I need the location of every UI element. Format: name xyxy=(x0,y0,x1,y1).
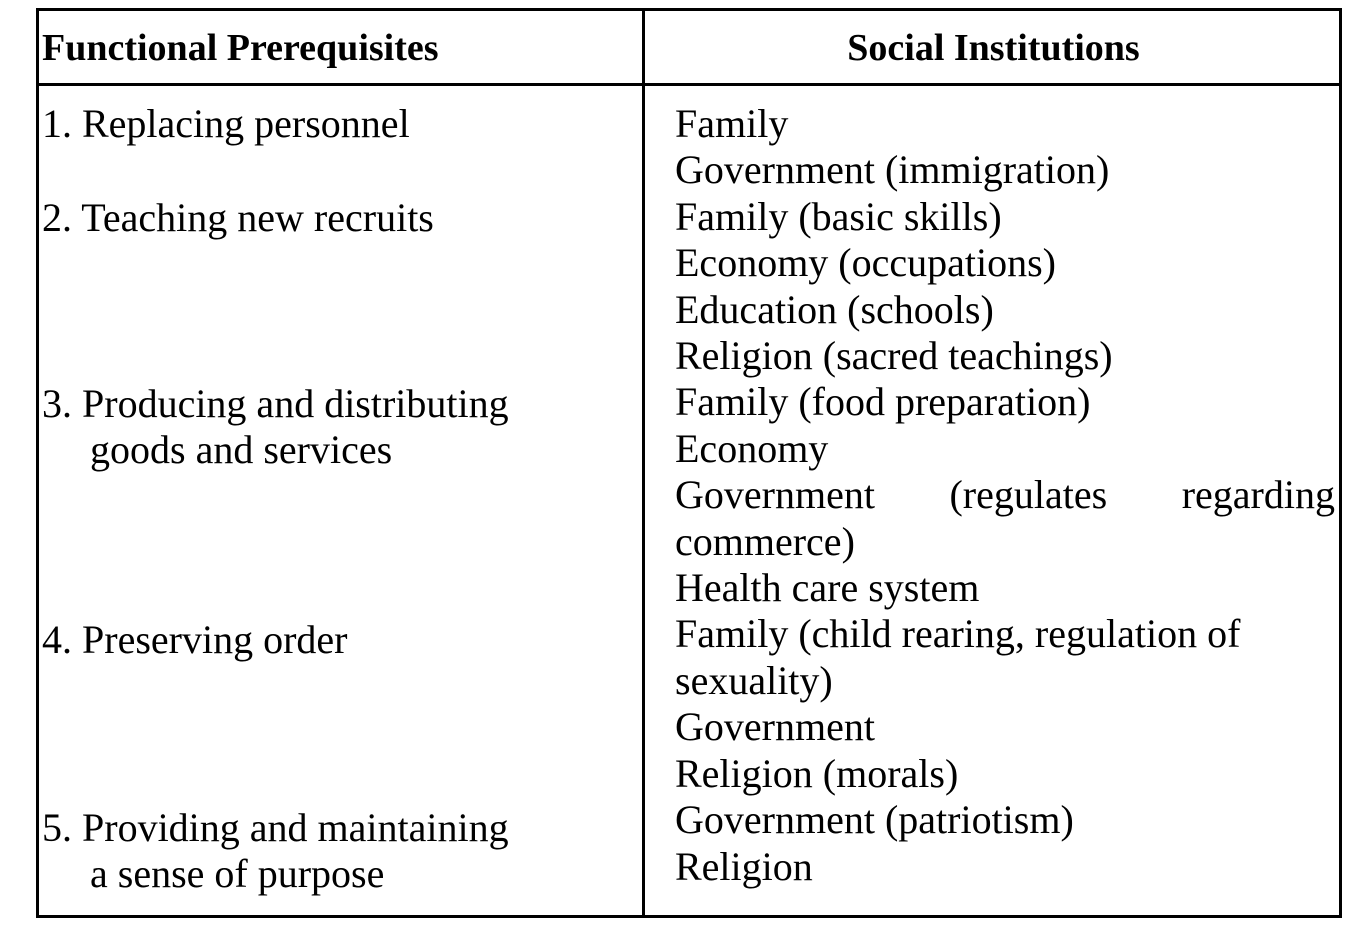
institutions-column xyxy=(675,101,1335,890)
institution-line: Family (basic skills) xyxy=(675,193,1002,239)
institution-line: Government (patriotism) xyxy=(675,797,1074,843)
column-divider xyxy=(642,11,645,915)
institution-line: Education (schools) xyxy=(675,286,994,332)
institution-line: Religion xyxy=(675,843,813,889)
institution-line: Family (food preparation) xyxy=(675,379,1091,425)
institution-line: commerce) xyxy=(675,518,855,564)
header-divider xyxy=(39,83,1339,86)
prerequisite-text: 3. Producing and distributing xyxy=(42,381,509,426)
prerequisite-item xyxy=(42,805,509,897)
institution-line: Government (regulates regarding xyxy=(675,472,1335,518)
prerequisite-text: 2. Teaching new recruits xyxy=(42,195,434,240)
institution-line: Family xyxy=(675,101,789,146)
institution-line: Economy (occupations) xyxy=(675,240,1056,286)
prerequisite-item xyxy=(42,101,410,147)
header-social-institutions: Social Institutions xyxy=(847,27,1140,69)
institution-line: Religion (morals) xyxy=(675,750,959,796)
prerequisite-text: 4. Preserving order xyxy=(42,617,348,662)
prerequisite-text: 5. Providing and maintaining xyxy=(42,805,509,850)
prerequisite-text-continued: goods and services xyxy=(90,427,393,472)
institution-line: Family (child rearing, regulation of xyxy=(675,611,1241,657)
institution-line: Government xyxy=(675,704,875,750)
prerequisite-text: 1. Replacing personnel xyxy=(42,101,410,146)
prerequisite-item xyxy=(42,381,509,473)
prerequisite-item xyxy=(42,195,434,241)
institution-line: sexuality) xyxy=(675,657,833,703)
prerequisite-text-continued: a sense of purpose xyxy=(90,851,385,896)
header-functional-prerequisites: Functional Prerequisites xyxy=(42,27,439,69)
functional-prerequisites-table xyxy=(36,8,1342,918)
prerequisite-item xyxy=(42,617,347,663)
institution-line: Religion (sacred teachings) xyxy=(675,333,1113,379)
institution-line: Government (immigration) xyxy=(675,147,1110,193)
institution-line: Health care system xyxy=(675,565,980,611)
institution-line: Economy xyxy=(675,425,829,471)
